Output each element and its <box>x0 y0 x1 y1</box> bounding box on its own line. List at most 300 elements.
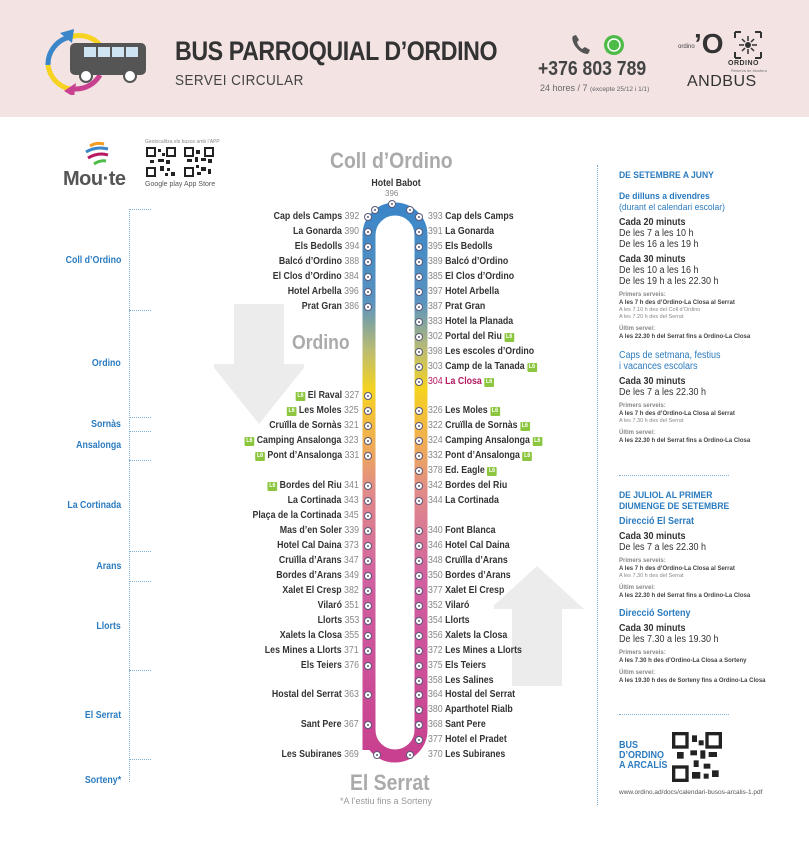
qr-code-app-store[interactable] <box>184 147 214 177</box>
stop-name: La Gonarda <box>445 226 495 237</box>
l6-line-badge: L6 <box>528 364 536 370</box>
stop-left <box>301 660 359 672</box>
l6-line-badge: L6 <box>486 379 493 385</box>
stop-number: 373 <box>344 540 359 551</box>
stop-dot <box>364 527 372 535</box>
first-service-note: A les 7.30 h des del Serrat <box>619 573 684 579</box>
zone-divider <box>129 581 151 582</box>
stop-right <box>428 734 507 746</box>
zone-label: La Cortinada <box>67 500 121 511</box>
stop-number: 325 <box>344 405 359 416</box>
stop-number: 380 <box>428 704 443 715</box>
stop-right <box>428 630 507 642</box>
stop-right <box>428 675 494 687</box>
frequency: Cada 20 minuts <box>619 217 686 228</box>
stop-right <box>428 570 511 582</box>
stop-name: Camping Ansalonga <box>257 435 342 446</box>
zone-divider <box>129 417 151 418</box>
stop-dot <box>415 348 423 356</box>
stop-dot <box>364 273 372 281</box>
stop-number: 363 <box>344 689 359 700</box>
stop-number: 324 <box>428 435 443 446</box>
last-service-label: Últim servei: <box>619 326 656 332</box>
qr-code-arcalis[interactable] <box>672 732 722 782</box>
stop-right <box>428 465 497 477</box>
time-range: De les 7 a les 22.30 h <box>619 387 707 398</box>
stop-number: 394 <box>344 241 359 252</box>
stop-dot <box>364 243 372 251</box>
page-title: BUS PARROQUIAL D’ORDINO <box>175 36 498 66</box>
stop-dot <box>364 542 372 550</box>
stop-name: Hotel el Pradet <box>445 734 507 745</box>
stop-dot <box>415 527 423 535</box>
stop-right <box>428 689 515 701</box>
stop-dot <box>364 228 372 236</box>
stop-right <box>428 480 507 492</box>
stop-right <box>428 749 505 761</box>
zone-divider <box>129 551 151 552</box>
stop-dot <box>415 572 423 580</box>
schedule-separator <box>619 475 729 476</box>
biosphere-reserve-icon <box>733 30 763 62</box>
stop-name: Hotel Cal Daina <box>277 540 342 551</box>
zone-label: Ordino <box>92 358 121 369</box>
stop-number: 383 <box>428 316 443 327</box>
stop-dot <box>406 751 414 759</box>
l6-line-badge: L6 <box>491 408 499 414</box>
stop-dot <box>364 482 372 490</box>
stop-dot <box>415 602 423 610</box>
stop-dot <box>415 736 423 744</box>
first-services-label: Primers serveis: <box>619 558 666 564</box>
stop-number: 353 <box>344 615 359 626</box>
stop-number: 347 <box>344 555 359 566</box>
stop-number: 388 <box>344 256 359 267</box>
stop-number: 332 <box>428 450 443 461</box>
stop-right-current <box>428 376 494 388</box>
stop-dot <box>415 632 423 640</box>
stop-name: Pont d’Ansalonga <box>445 450 520 461</box>
zone-label: Sorteny* <box>84 775 121 786</box>
frequency: Cada 30 minuts <box>619 623 686 634</box>
stop-right <box>428 615 470 627</box>
stop-left <box>268 480 359 492</box>
stop-name: Mas d’en Soler <box>279 525 342 536</box>
stop-left <box>280 525 359 537</box>
stop-number: 393 <box>428 211 443 222</box>
stop-name: Hotel Arbella <box>287 286 342 297</box>
stop-left <box>288 286 359 298</box>
l6-line-badge: L6 <box>246 438 253 444</box>
stop-number: 398 <box>428 346 443 357</box>
stop-dot <box>415 647 423 655</box>
first-service-note: A les 7.10 h des del Coll d’Ordino <box>619 307 701 313</box>
l6-line-badge: L6 <box>521 423 528 429</box>
stop-dot <box>415 617 423 625</box>
stop-name: Portal del Riu <box>445 331 502 342</box>
moute-logo: Mou·te <box>63 168 126 190</box>
stop-number: 372 <box>428 645 443 656</box>
stop-number: 387 <box>428 301 443 312</box>
stop-name: Hotel Arbella <box>445 286 500 297</box>
stop-number: 371 <box>344 645 359 656</box>
stop-dot <box>415 482 423 490</box>
app-store-label[interactable]: App Store <box>184 181 216 188</box>
stop-number: 331 <box>344 450 359 461</box>
stop-left <box>272 689 359 701</box>
frequency: Cada 30 minuts <box>619 254 686 265</box>
bus-circular-icon <box>40 25 150 95</box>
stop-name: Bordes del Riu <box>445 480 508 491</box>
stop-right <box>428 226 494 238</box>
stop-name: La Cortinada <box>445 495 499 506</box>
stop-number: 352 <box>428 600 443 611</box>
stop-name: Les Mines a Llorts <box>445 645 522 656</box>
stop-left <box>295 390 359 402</box>
stop-number: 368 <box>428 719 443 730</box>
last-service: A les 22.30 h del Serrat fins a Ordino-La Closa <box>619 438 751 444</box>
stop-number: 377 <box>428 734 443 745</box>
phone-number[interactable]: +376 803 789 <box>538 58 647 80</box>
stop-name: Hotel Cal Daina <box>445 540 510 551</box>
arcalis-line-1: BUS <box>619 740 639 751</box>
stop-name: Les Mines a Llorts <box>265 645 342 656</box>
stop-right <box>428 450 532 462</box>
stop-number: 322 <box>428 420 443 431</box>
stop-name: Bordes d’Arans <box>445 570 511 581</box>
stop-number: 384 <box>344 271 359 282</box>
stop-number: 358 <box>428 675 443 686</box>
stop-name: Sant Pere <box>445 719 486 730</box>
google-play-label[interactable]: Google play <box>145 181 183 188</box>
first-services-label: Primers serveis: <box>619 403 666 409</box>
stop-number: 344 <box>428 495 443 506</box>
stop-number: 356 <box>428 630 443 641</box>
stop-dot <box>364 662 372 670</box>
stop-dot <box>364 258 372 266</box>
stop-dot <box>415 721 423 729</box>
weekends-title-2: i vacances escolars <box>619 361 698 372</box>
stop-right <box>428 525 495 537</box>
stop-dot <box>415 422 423 430</box>
stop-dot <box>415 213 423 221</box>
stop-number: 340 <box>428 525 443 536</box>
phone-hours-exception: (excepte 25/12 i 1/1) <box>590 86 650 93</box>
stop-left <box>276 570 359 582</box>
stop-right <box>428 435 542 447</box>
stop-dot <box>373 751 381 759</box>
stop-dot <box>364 213 372 221</box>
time-range: De les 10 a les 16 h <box>619 265 699 276</box>
stop-name: La Cortinada <box>288 495 342 506</box>
time-range: De les 19 h a les 22.30 h <box>619 276 719 287</box>
phone-icon <box>572 35 590 54</box>
zone-bracket-line <box>129 209 130 782</box>
stop-name: Prat Gran <box>445 301 486 312</box>
page-subtitle: SERVEI CIRCULAR <box>175 72 304 89</box>
stop-name: Llorts <box>445 615 470 626</box>
stop-left <box>245 435 359 447</box>
stop-dot <box>364 602 372 610</box>
stop-left <box>288 495 359 507</box>
whatsapp-icon <box>604 35 624 55</box>
header-banner <box>0 0 809 117</box>
stop-name: Ed. Eagle <box>445 465 485 476</box>
season-title-2: DIUMENGE DE SETEMBRE <box>619 501 730 512</box>
l6-line-badge: L6 <box>534 438 541 444</box>
stop-number: 302 <box>428 331 443 342</box>
stop-number: 378 <box>428 465 443 476</box>
first-service: A les 7 h des d’Ordino-La Closa al Serrat <box>619 566 735 572</box>
stop-number: 323 <box>344 435 359 446</box>
zone-divider <box>129 460 151 461</box>
stop-name: Cruïlla d’Arans <box>445 555 508 566</box>
stop-name: Cap dels Camps <box>445 211 514 222</box>
stop-number: 377 <box>428 585 443 596</box>
stop-right <box>428 316 513 328</box>
stop-right <box>428 585 504 597</box>
stop-dot <box>415 677 423 685</box>
first-services-label: Primers serveis: <box>619 650 666 656</box>
stop-left <box>253 510 359 522</box>
stop-number: 339 <box>344 525 359 536</box>
stop-number: 351 <box>344 600 359 611</box>
l6-line-badge: L6 <box>524 453 531 459</box>
stop-dot <box>364 497 372 505</box>
frequency: Cada 30 minuts <box>619 376 686 387</box>
direction-serrat-title: Direcció El Serrat <box>619 516 695 527</box>
stop-number: 326 <box>428 405 443 416</box>
stop-name: Prat Gran <box>301 301 342 312</box>
stop-right <box>428 704 513 716</box>
map-title-bottom: El Serrat <box>350 770 430 795</box>
stop-left <box>301 719 359 731</box>
stop-name: Plaça de la Cortinada <box>252 510 342 521</box>
stop-dot <box>415 542 423 550</box>
stop-right <box>428 420 530 432</box>
stop-right <box>428 271 514 283</box>
stop-number: 346 <box>428 540 443 551</box>
stop-name: Xalet El Cresp <box>282 585 342 596</box>
stop-number: 376 <box>344 660 359 671</box>
stop-dot <box>415 706 423 714</box>
stop-dot <box>415 303 423 311</box>
stop-number: 342 <box>428 480 443 491</box>
stop-name: La Gonarda <box>292 226 342 237</box>
stop-right <box>428 645 522 657</box>
stop-number: 364 <box>428 689 443 700</box>
stop-name: Balcó d’Ordino <box>278 256 342 267</box>
stop-dot <box>415 557 423 565</box>
stop-dot <box>364 452 372 460</box>
phone-hours <box>540 83 649 93</box>
stop-name: Cap dels Camps <box>273 211 342 222</box>
stop-number: 341 <box>344 480 359 491</box>
stop-left <box>287 405 359 417</box>
stop-name: Les Moles <box>299 405 342 416</box>
stop-hotel-babot: Hotel Babot <box>371 178 421 189</box>
stop-number: 327 <box>344 390 359 401</box>
stop-dot <box>364 557 372 565</box>
first-service-note: A les 7.30 h des del Serrat <box>619 418 684 424</box>
zone-label: Sornàs <box>91 419 121 430</box>
stop-number: 396 <box>344 286 359 297</box>
stop-dot <box>364 647 372 655</box>
arrow-up-icon <box>494 566 584 686</box>
zone-label: El Serrat <box>84 710 121 721</box>
stop-left <box>273 271 359 283</box>
schedule-season-1 <box>619 170 750 445</box>
stop-number: 392 <box>344 211 359 222</box>
zone-label: Coll d’Ordino <box>65 255 121 266</box>
stop-number: 375 <box>428 660 443 671</box>
stop-left <box>317 615 359 627</box>
stop-dot <box>415 363 423 371</box>
stop-name: Els Bedolls <box>445 241 493 252</box>
l6-line-badge: L6 <box>288 408 296 414</box>
zone-divider <box>129 431 151 432</box>
stop-dot <box>364 572 372 580</box>
stop-dot <box>364 303 372 311</box>
qr-code-google-play[interactable] <box>146 147 176 177</box>
last-service: A les 22.30 h del Serrat fins a Ordino-La Closa <box>619 334 751 340</box>
stop-dot <box>364 392 372 400</box>
stop-name: Xalet El Cresp <box>445 585 505 596</box>
l6-line-badge: L6 <box>269 483 276 489</box>
stop-number: 350 <box>428 570 443 581</box>
arcalis-line-3: A ARCALÍS <box>619 760 668 771</box>
map-title-middle: Ordino <box>292 332 350 354</box>
ordino-logo-small: ordino <box>678 44 695 50</box>
sorteny-note: *A l’estiu fins a Sorteny <box>340 796 433 806</box>
stop-number: 397 <box>428 286 443 297</box>
stop-name: Llorts <box>317 615 342 626</box>
stop-number: 354 <box>428 615 443 626</box>
zone-label: Ansalonga <box>76 440 121 451</box>
stop-dot <box>415 587 423 595</box>
last-service: A les 19.30 h des de Sorteny fins a Ordino-La Closa <box>619 678 766 684</box>
stop-number: 345 <box>344 510 359 521</box>
stop-dot <box>406 206 414 214</box>
stop-right <box>428 211 514 223</box>
arcalis-line-2: D’ORDINO <box>619 750 664 761</box>
stop-name: Camp de la Tanada <box>445 361 525 372</box>
stop-dot <box>415 318 423 326</box>
zone-divider <box>129 310 151 311</box>
stop-name: Vilaró <box>317 600 342 611</box>
stop-name: Camping Ansalonga <box>445 435 530 446</box>
stop-number: 369 <box>344 749 359 760</box>
stop-right <box>428 241 493 253</box>
stop-dot <box>415 273 423 281</box>
stop-name: Sant Pere <box>301 719 342 730</box>
stop-number: 367 <box>344 719 359 730</box>
last-service-label: Últim servei: <box>619 585 656 591</box>
stop-name: Els Bedolls <box>294 241 342 252</box>
stop-left <box>279 256 359 268</box>
time-range: De les 16 a les 19 h <box>619 239 699 250</box>
stop-right <box>428 331 514 343</box>
l6-line-badge: L6 <box>256 453 263 459</box>
time-range: De les 7 a les 10 h <box>619 228 694 239</box>
stop-dot <box>415 662 423 670</box>
last-service-label: Últim servei: <box>619 670 656 676</box>
stop-left <box>294 241 359 253</box>
andbus-logo: ANDBUS <box>687 73 757 90</box>
stop-number: 343 <box>344 495 359 506</box>
schedule-divider-line <box>597 165 598 805</box>
stop-right <box>428 660 486 672</box>
ordino-logo: ’O <box>694 28 724 59</box>
stop-dot <box>364 512 372 520</box>
stop-name: Les escoles d’Ordino <box>445 346 535 357</box>
stop-left <box>280 630 359 642</box>
schedule-separator <box>619 714 729 715</box>
stop-name: El Clos d’Ordino <box>445 271 515 282</box>
zone-divider <box>129 759 151 760</box>
contact-icons <box>570 33 630 57</box>
stop-dot <box>415 467 423 475</box>
stop-name: Les Subiranes <box>445 749 506 760</box>
stop-left <box>273 211 359 223</box>
stop-right <box>428 495 499 507</box>
moute-swoosh-icon <box>60 140 130 170</box>
stop-left <box>269 420 359 432</box>
stop-dot <box>415 691 423 699</box>
stop-left <box>265 645 359 657</box>
stop-left <box>277 540 359 552</box>
biosphere-sublabel: Reserva de biosfera <box>731 68 767 73</box>
stop-number: 385 <box>428 271 443 282</box>
first-service: A les 7.30 h des d’Ordino-La Closa a Sorteny <box>619 658 747 664</box>
stop-number: 395 <box>428 241 443 252</box>
stop-right <box>428 346 534 358</box>
stop-left <box>293 226 359 238</box>
stop-name: Cruïlla d’Arans <box>279 555 342 566</box>
stop-right <box>428 301 485 313</box>
stop-number: 390 <box>344 226 359 237</box>
last-service-label: Últim servei: <box>619 430 656 436</box>
stop-name: Xalets la Closa <box>279 630 342 641</box>
stop-name: Hostal del Serrat <box>445 689 516 700</box>
stop-name: Bordes d’Arans <box>276 570 342 581</box>
stop-dot <box>415 497 423 505</box>
weekdays-subtitle: (durant el calendari escolar) <box>619 202 725 213</box>
time-range: De les 7.30 a les 19.30 h <box>619 634 719 645</box>
stop-left <box>279 555 359 567</box>
stop-dot <box>364 288 372 296</box>
stop-dot <box>364 587 372 595</box>
stop-dot <box>415 258 423 266</box>
l6-line-badge: L6 <box>297 393 304 399</box>
stop-right <box>428 256 508 268</box>
stop-left <box>302 301 359 313</box>
stop-number: 355 <box>344 630 359 641</box>
stop-left <box>255 450 359 462</box>
stop-dot <box>364 617 372 625</box>
zone-divider <box>129 670 151 671</box>
stop-left <box>318 600 359 612</box>
stop-name: Balcó d’Ordino <box>445 256 509 267</box>
stop-number: 386 <box>344 301 359 312</box>
stop-right <box>428 540 510 552</box>
biosphere-label: ORDINO <box>728 60 759 67</box>
schedule-season-2 <box>619 490 766 685</box>
arcalis-url-link[interactable]: www.ordino.ad/docs/calendari-busos-arcalis-1.pdf <box>619 789 763 796</box>
stop-number: 349 <box>344 570 359 581</box>
stop-number: 370 <box>428 749 443 760</box>
stop-name: Xalets la Closa <box>445 630 508 641</box>
